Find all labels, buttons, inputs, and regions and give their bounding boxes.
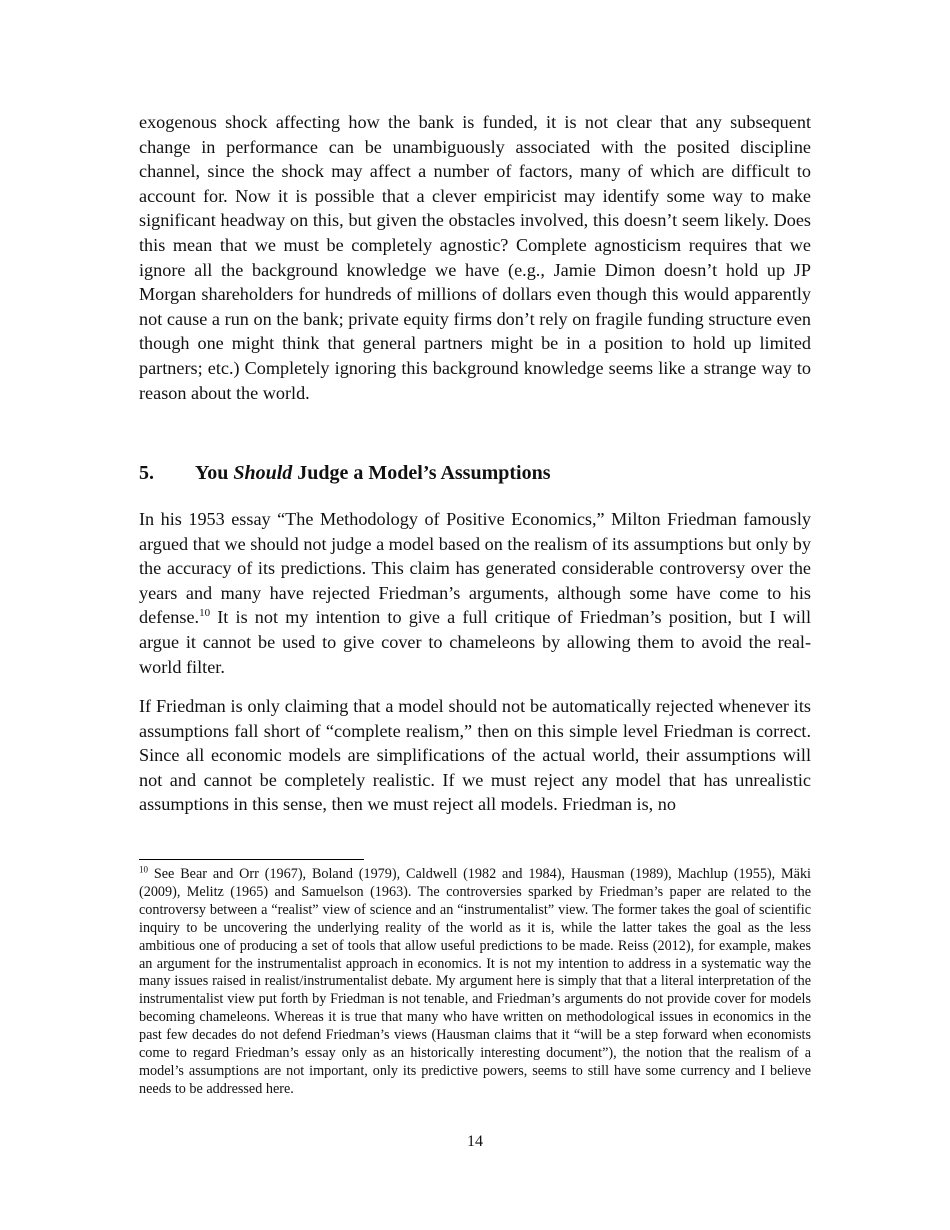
page-number: 14 <box>467 1133 483 1150</box>
footnote-divider <box>139 859 364 860</box>
footnote-text: See Bear and Orr (1967), Boland (1979), Caldwell (1982 and 1984), Hausman (1989), Machlup (1955), Mäki (2009), Melitz (1965) and Samuelson (1963). The controversies sparked by Friedman’s paper are related to the controversy between a “realist” view of science and an “instrumentalist” view. The former takes the goal of scientific inquiry to be uncovering the underlying reality of the world as it is, while the latter takes the goal as the less ambitious one of producing a set of tools that allow useful predictions to be made. Reiss (2012), for example, makes an argument for the instrumentalist approach in economics. It is not my intention to address in a systematic way the many issues raised in realist/instrumentalist debate. My argument here is simply that that a literal interpretation of the instrumentalist view put forth by Friedman is not tenable, and Friedman’s arguments do not provide cover for models becoming chameleons. Whereas it is true that many who have written on methodological issues in economics in the past few decades do not defend Friedman’s views (Hausman claims that it “will be a step forward when economists come to regard Friedman’s essay only as an historically interesting document”), the notion that the realism of a model’s assumptions are not important, only its predictive powers, seems to still have some currency and I believe needs to be addressed here. <box>139 866 811 1097</box>
section-number: 5. <box>139 462 154 484</box>
section-title-part: Judge a Model’s Assumptions <box>292 462 551 484</box>
paragraph-realism: If Friedman is only claiming that a model should not be automatically rejected whenever its assumptions fall short of “complete realism,” then on this simple level Friedman is correct. Since all economic models are simplifications of the actual world, their assumptions will not and cannot be completely realistic. If we must reject any model that has unrealistic assumptions in this sense, then we must reject all models. Friedman is, no <box>139 696 811 815</box>
footnote-reference: 10 <box>199 607 211 620</box>
footnote-marker: 10 <box>139 864 148 875</box>
section-title-italic: Should <box>233 462 293 484</box>
footnote <box>139 866 811 1099</box>
section-title-part: You <box>195 462 234 484</box>
section-heading <box>139 462 551 485</box>
paragraph-text: It is not my intention to give a full critique of Friedman’s position, but I will argue it cannot be used to give cover to chameleons by allowing them to avoid the real-world filter. <box>139 607 811 677</box>
paragraph-continued: exogenous shock affecting how the bank is funded, it is not clear that any subsequent change in performance can be unambiguously associated with the posited discipline channel, since the shock may affect a number of factors, many of which are difficult to account for. Now it is possible that a clever empiricist may identify some way to make significant headway on this, but given the obstacles involved, this doesn’t seem likely. Does this mean that we must be completely agnostic? Complete agnosticism requires that we ignore all the background knowledge we have (e.g., Jamie Dimon doesn’t hold up JP Morgan shareholders for hundreds of millions of dollars even though this would apparently not cause a run on the bank; private equity firms don’t rely on fragile funding structure even though one might think that general partners might be in a position to hold up limited partners; etc.) Completely ignoring this background knowledge seems like a strange way to reason about the world. <box>139 112 811 403</box>
page-body <box>139 110 811 815</box>
paragraph-friedman <box>139 507 811 679</box>
paragraph-text: In his 1953 essay “The Methodology of Positive Economics,” Milton Friedman famously argued that we should not judge a model based on the realism of its assumptions but only by the accuracy of its predictions. This claim has generated considerable controversy over the years and many have rejected Friedman’s arguments, although some have come to his defense. <box>139 509 811 628</box>
